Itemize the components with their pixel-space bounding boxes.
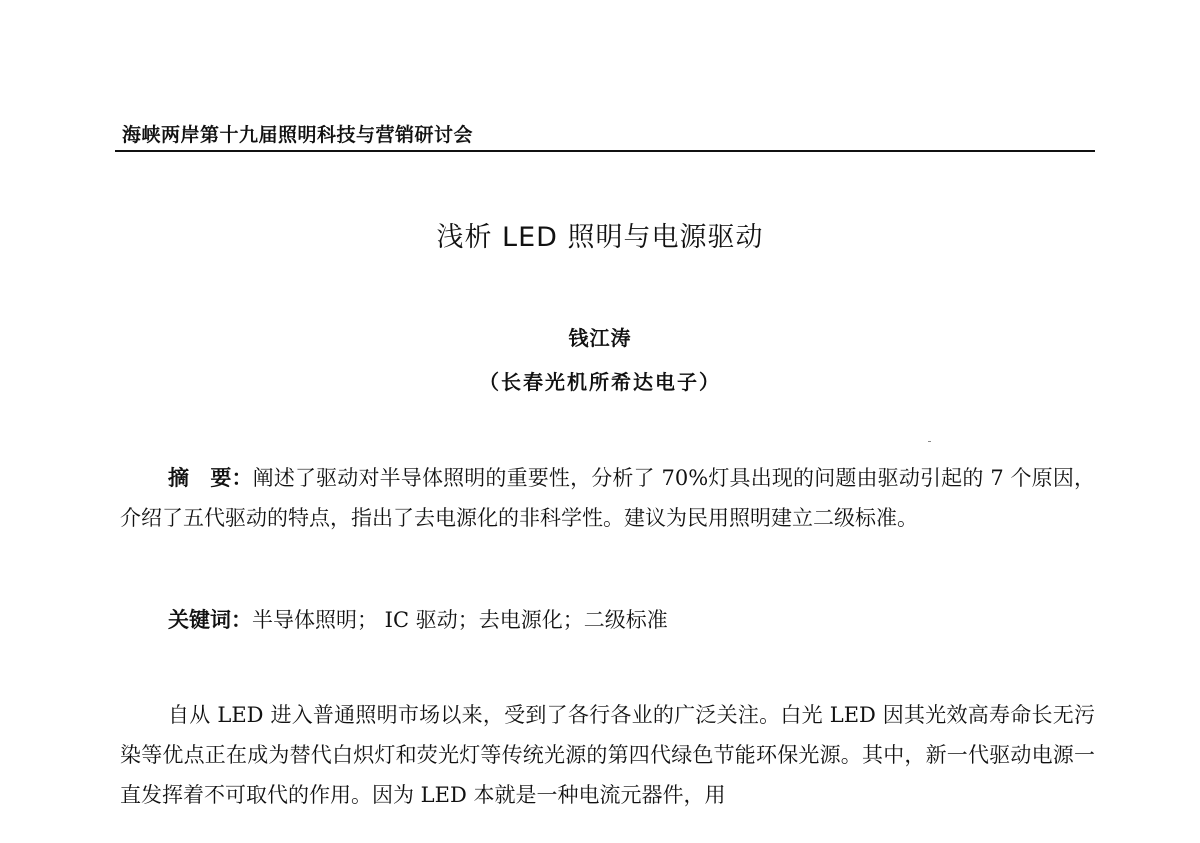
paper-title: 浅析 LED 照明与电源驱动: [436, 222, 764, 253]
body-text: [120, 695, 1095, 815]
keywords: [120, 600, 1095, 640]
body-paragraph: 自从 LED 进入普通照明市场以来，受到了各行各业的广泛关注。白光 LED 因其光效高寿命长无污染等优点正在成为替代白炽灯和荧光灯等传统光源的第四代绿色节能环保光源。其中，新一代驱动电源一直发挥着不可取代的作用。因为 LED 本就是一种电流元器件，用: [120, 703, 1095, 807]
abstract-text: 阐述了驱动对半导体照明的重要性，分析了 70%灯具出现的问题由驱动引起的 7 个原因，介绍了五代驱动的特点，指出了去电源化的非科学性。建议为民用照明建立二级标准。: [120, 466, 1096, 530]
header-rule: [115, 150, 1095, 152]
scan-speck: [928, 441, 931, 442]
abstract: [120, 458, 1095, 538]
running-header: 海峡两岸第十九届照明科技与营销研讨会: [122, 124, 474, 146]
keywords-paragraph: [120, 600, 1095, 640]
abstract-label: 摘 要：: [168, 466, 253, 490]
keywords-label: 关键词：: [168, 608, 252, 632]
keywords-text: 半导体照明； IC 驱动；去电源化；二级标准: [252, 608, 668, 632]
author-name: 钱江涛: [568, 326, 632, 350]
author-affiliation: （长春光机所希达电子）: [479, 370, 721, 394]
abstract-paragraph: [120, 458, 1095, 538]
